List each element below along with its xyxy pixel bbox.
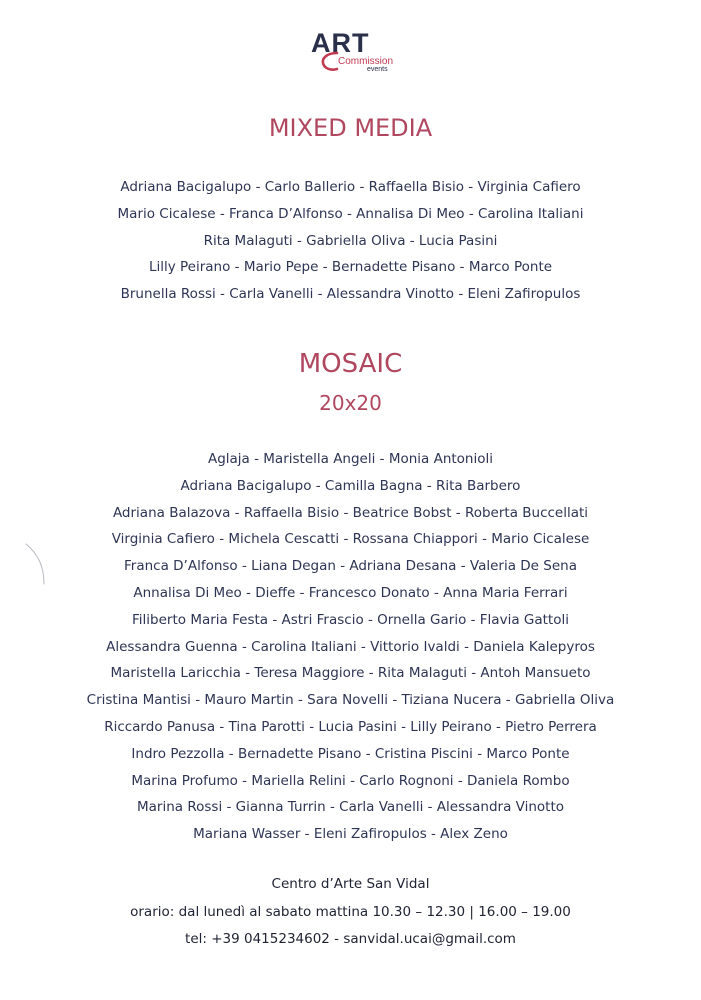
venue-name: Centro d’Arte San Vidal <box>271 876 430 892</box>
artist-line: Adriana Bacigalupo - Carlo Ballerio - Raffaella Bisio - Virginia Cafiero <box>120 179 581 195</box>
art-commission-logo <box>311 30 401 72</box>
artist-line: Rita Malaguti - Gabriella Oliva - Lucia Pasini <box>203 232 498 249</box>
logo-commission-text: Commission <box>338 56 394 67</box>
opening-hours: orario: dal lunedì al sabato mattina 10.30 – 12.30 | 16.00 – 19.00 <box>130 904 571 920</box>
mixed-media-artist-list <box>0 174 701 308</box>
artist-line: Marina Profumo - Mariella Relini - Carlo Rognoni - Daniela Rombo <box>131 772 570 789</box>
artist-line: Franca D’Alfonso - Liana Degan - Adriana Desana - Valeria De Sena <box>124 558 577 575</box>
logo-swoosh-icon <box>320 50 340 72</box>
artist-line: Brunella Rossi - Carla Vanelli - Alessandra Vinotto - Eleni Zafiropulos <box>120 286 581 303</box>
artist-line: Marina Rossi - Gianna Turrin - Carla Vanelli - Alessandra Vinotto <box>137 799 564 816</box>
mosaic-artist-list <box>0 446 701 848</box>
artist-line: Indro Pezzolla - Bernadette Pisano - Cristina Piscini - Marco Ponte <box>131 745 570 762</box>
artist-line: Adriana Bacigalupo - Camilla Bagna - Rita Barbero <box>180 477 521 494</box>
artist-line: Maristella Laricchia - Teresa Maggiore - Rita Malaguti - Antoh Mansueto <box>110 665 591 682</box>
artist-line: Filiberto Maria Festa - Astri Frascio - Ornella Gario - Flavia Gattoli <box>132 611 569 628</box>
artist-line: Adriana Balazova - Raffaella Bisio - Beatrice Bobst - Roberta Buccellati <box>112 504 589 521</box>
mosaic-subtitle: 20x20 <box>319 391 382 415</box>
artist-line: Cristina Mantisi - Mauro Martin - Sara Novelli - Tiziana Nucera - Gabriella Oliva <box>86 692 615 709</box>
artist-line: Riccardo Panusa - Tina Parotti - Lucia Pasini - Lilly Peirano - Pietro Perrera <box>104 718 597 735</box>
artist-line: Aglaja - Maristella Angeli - Monia Antonioli <box>207 451 494 467</box>
artist-line: Mariana Wasser - Eleni Zafiropulos - Alex Zeno <box>193 826 508 843</box>
artist-line: Mario Cicalese - Franca D’Alfonso - Annalisa Di Meo - Carolina Italiani <box>117 205 584 222</box>
artist-line: Lilly Peirano - Mario Pepe - Bernadette Pisano - Marco Ponte <box>148 259 553 276</box>
contact-info: tel: +39 0415234602 - sanvidal.ucai@gmail.com <box>185 931 516 947</box>
artist-line: Annalisa Di Meo - Dieffe - Francesco Donato - Anna Maria Ferrari <box>133 584 568 601</box>
artist-line: Virginia Cafiero - Michela Cescatti - Rossana Chiappori - Mario Cicalese <box>111 531 590 548</box>
logo-events-text: events <box>367 66 388 73</box>
mosaic-title: MOSAIC <box>298 349 403 379</box>
mixed-media-title: MIXED MEDIA <box>268 114 433 142</box>
logo-art-text: ART <box>311 28 370 58</box>
artist-line: Alessandra Guenna - Carolina Italiani - Vittorio Ivaldi - Daniela Kalepyros <box>106 638 595 655</box>
